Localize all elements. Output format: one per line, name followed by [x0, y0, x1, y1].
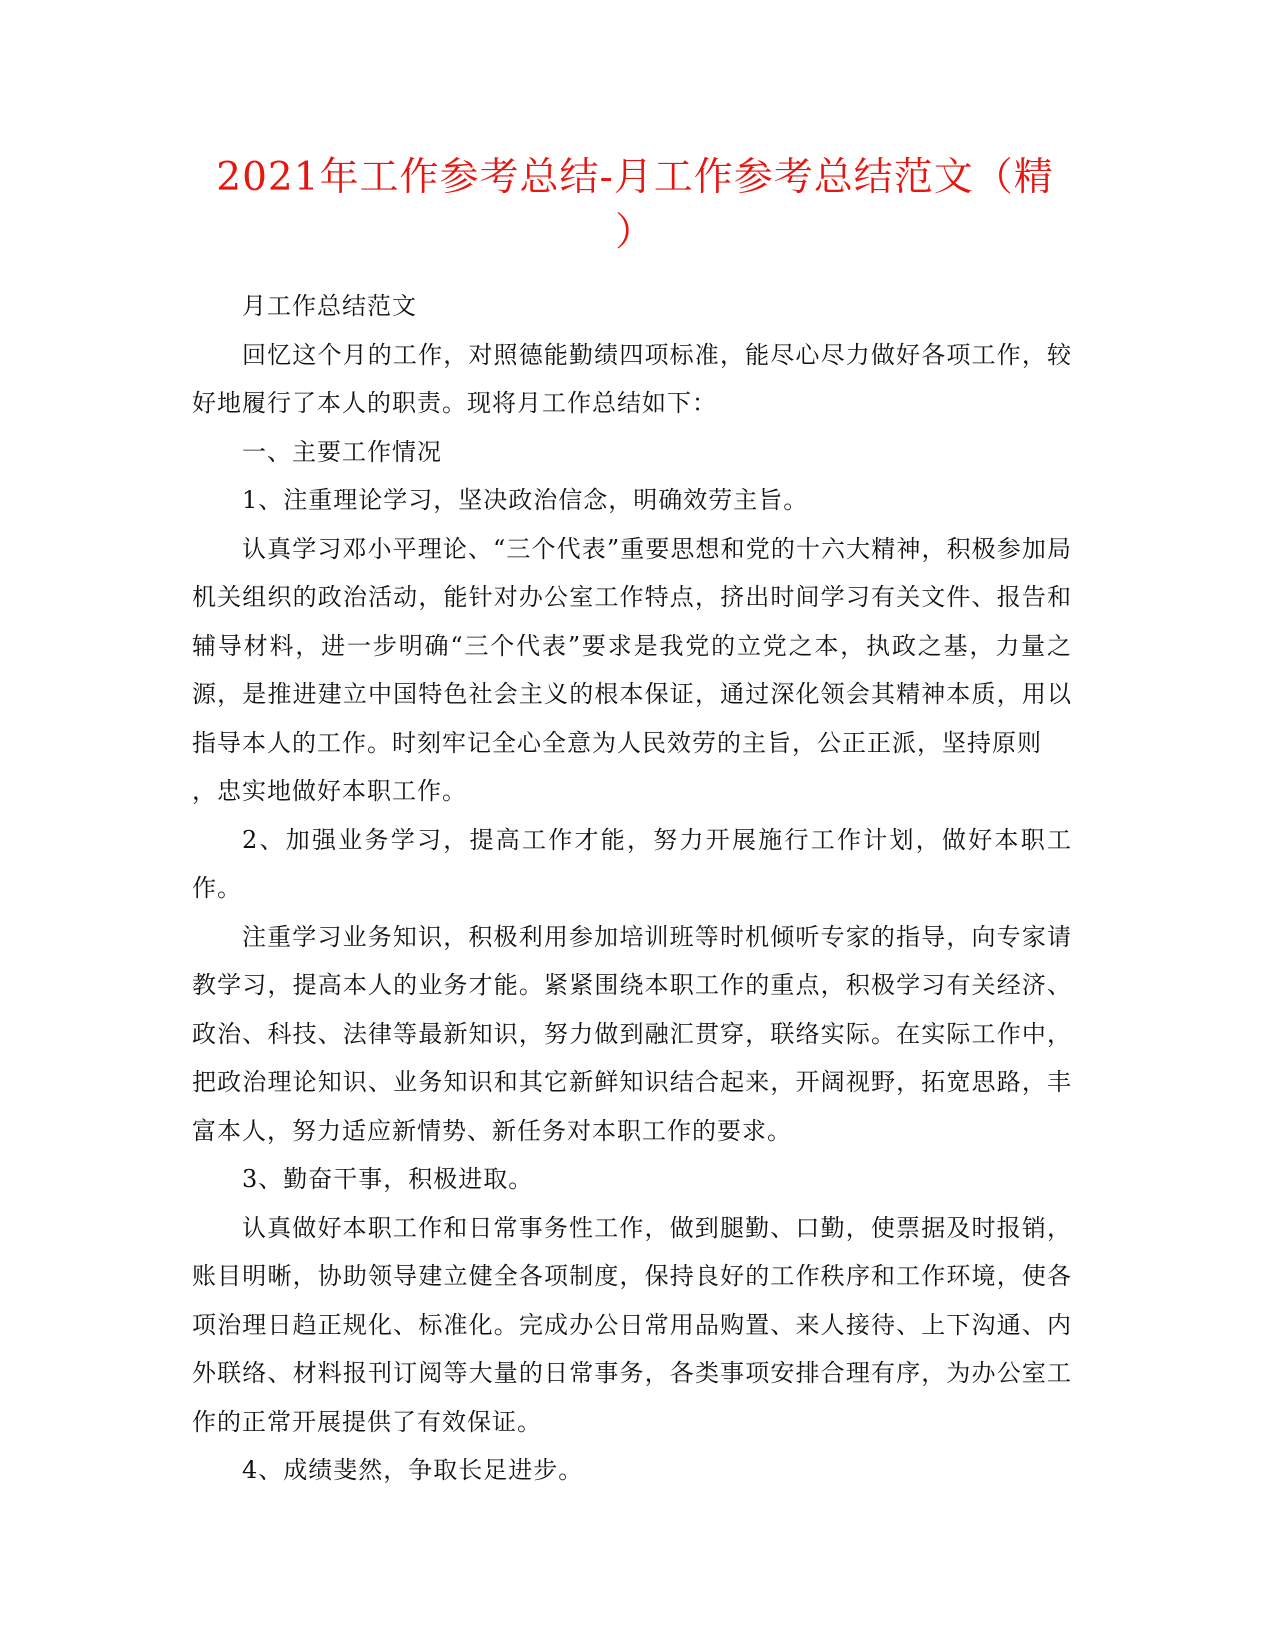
- item-body-1: 认真学习邓小平理论、“三个代表”重要思想和党的十六大精神，积极参加局机关组织的政治活动，能针对办公室工作特点，挤出时间学习有关文件、报告和辅导材料，进一步明确“三个代表”要求是我党的立党之本，执政之基，力量之源，是推进建立中国特色社会主义的根本保证，通过深化领会其精神本质，用以指导本人的工作。时刻牢记全心全意为人民效劳的主旨，公正正派，坚持原则 ，忠实地做好本职工作。: [192, 534, 1072, 805]
- subtitle-paragraph: 月工作总结范文: [242, 292, 417, 320]
- document-title: 2021年工作参考总结-月工作参考总结范文（精 ）: [216, 155, 1054, 255]
- item-heading-3: 3、勤奋干事，积极进取。: [242, 1165, 534, 1193]
- item-body-3: 认真做好本职工作和日常事务性工作，做到腿勤、口勤，使票据及时报销，账目明晰，协助领导建立健全各项制度，保持良好的工作秩序和工作环境，使各项治理日趋正规化、标准化。完成办公日常用品购置、来人接待、上下沟通、内外联络、材料报刊订阅等大量的日常事务，各类事项安排合理有序，为办公室工作的正常开展提供了有效保证。: [192, 1213, 1072, 1436]
- item-body-2: 注重学习业务知识，积极利用参加培训班等时机倾听专家的指导，向专家请教学习，提高本人的业务才能。紧紧围绕本职工作的重点，积极学习有关经济、政治、科技、法律等最新知识，努力做到融汇贯穿，联络实际。在实际工作中，把政治理论知识、业务知识和其它新鲜知识结合起来，开阔视野，拓宽思路，丰富本人，努力适应新情势、新任务对本职工作的要求。: [192, 922, 1072, 1145]
- document-body: [192, 282, 1072, 1495]
- item-heading-1: 1、注重理论学习，坚决政治信念，明确效劳主旨。: [242, 486, 809, 514]
- item-heading-4: 4、成绩斐然，争取长足进步。: [242, 1456, 584, 1484]
- item-heading-2: 2、加强业务学习，提高工作才能，努力开展施行工作计划，做好本职工作。: [192, 825, 1072, 902]
- section-heading: 一、主要工作情况: [242, 437, 442, 466]
- intro-paragraph: 回忆这个月的工作，对照德能勤绩四项标准，能尽心尽力做好各项工作，较好地履行了本人的职责。现将月工作总结如下：: [192, 340, 1072, 417]
